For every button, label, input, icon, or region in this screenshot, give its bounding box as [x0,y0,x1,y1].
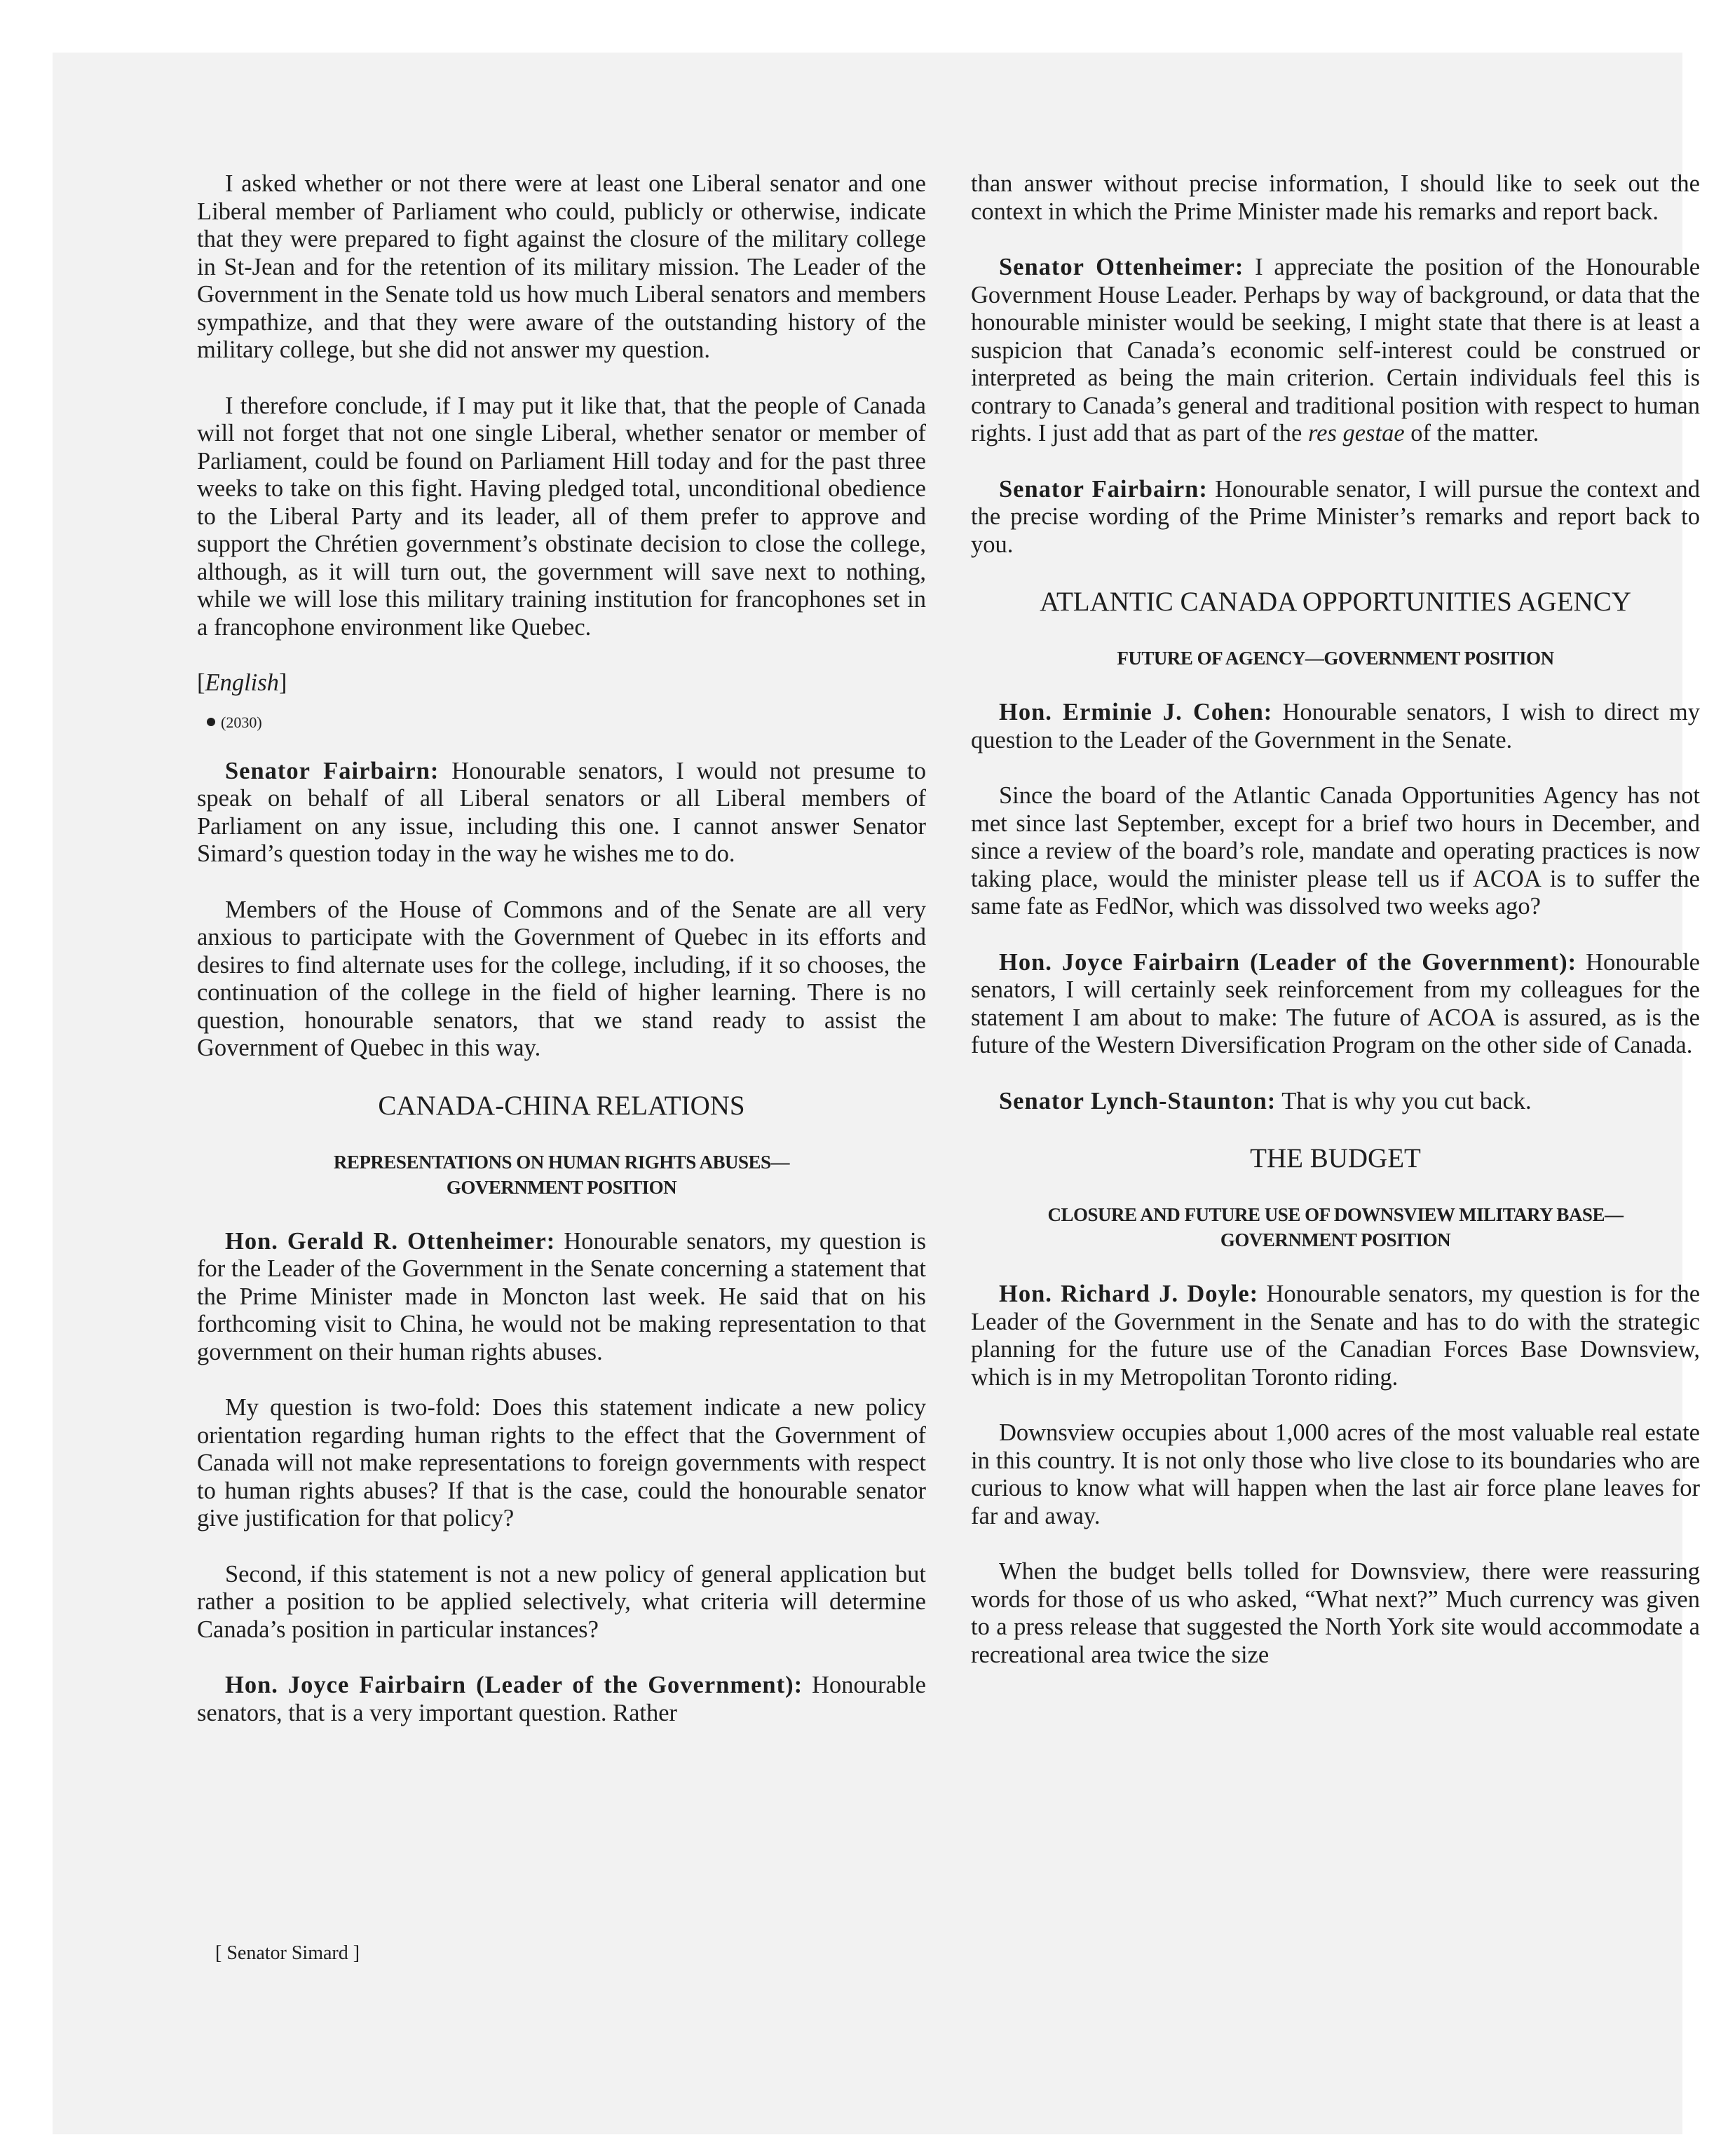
speaker-name: Hon. Erminie J. Cohen: [999,699,1273,725]
speech-text: of the matter. [1410,420,1539,446]
speaker-name: Hon. Joyce Fairbairn (Leader of the Government): [999,948,1577,976]
paragraph: I asked whether or not there were at least one Liberal senator and one Liberal member of Parliament who could, publicly or otherwise, indicate that they were prepared to fight against the closure of the military college in St-Jean and for the retention of its military mission. The Leader of the Government in the Senate told us how much Liberal senators and members sympathize, and that they were aware of the outstanding history of the military college, but she did not answer my question. [197,170,926,363]
language-note-bracket: ] [278,669,287,696]
paragraph [197,1228,926,1367]
page [53,53,1701,2134]
speaker-name: Senator Ottenheimer: [999,254,1244,280]
paragraph [971,1281,1700,1391]
paragraph [971,476,1700,559]
subsection-heading-line: REPRESENTATIONS ON HUMAN RIGHTS ABUSES— [333,1151,790,1173]
left-column [197,170,926,1755]
speech-text: Honourable senators, my question is for the Leader of the Government in the Senate and has to do with the strategic planning for the future use of the Canadian Forces Base Downsview, which is in my Metropolitan Toronto riding. [971,1281,1701,1391]
right-column [971,170,1700,1697]
section-heading: ATLANTIC CANADA OPPORTUNITIES AGENCY [1040,587,1631,617]
speech-text: Honourable senators, I would not presume to speak on behalf of all Liberal senators or all Liberal members of Parliament on any issue, including this one. I cannot answer Senator Simard’s question today in the way he wishes me to do. [197,757,926,867]
paragraph [971,949,1700,1060]
speaker-name: Senator Lynch-Staunton: [999,1087,1277,1114]
speech-text: Honourable senator, I will pursue the context and the precise wording of the Prime Minister’s remarks and report back to you. [971,475,1700,558]
section-heading: THE BUDGET [1250,1143,1421,1173]
speaker-name: Hon. Joyce Fairbairn (Leader of the Government): [225,1672,803,1698]
paragraph: Second, if this statement is not a new policy of general application but rather a position to be applied selectively, what criteria will determine Canada’s position in particular instances? [197,1560,926,1643]
subsection-heading [197,1149,926,1200]
speaker-name: Hon. Gerald R. Ottenheimer: [225,1227,556,1255]
time-marker [207,713,926,732]
paragraph [197,758,926,868]
speech-text: Honourable senators, my question is for the Leader of the Government in the Senate concerning a statement that the Prime Minister made in Moncton last week. He said that on his forthcoming visit to China, he would not be making representation to that government on their human rights abuses. [197,1227,927,1365]
subsection-heading [971,646,1700,671]
language-note [197,669,926,697]
speaker-name: Hon. Richard J. Doyle: [999,1281,1259,1307]
subsection-heading-line: CLOSURE AND FUTURE USE OF DOWNSVIEW MILITARY BASE— [1047,1204,1624,1225]
paragraph: When the budget bells tolled for Downsview, there were reassuring words for those of us who asked, “What next?” Much currency was given to a press release that suggested the North York site would accommodate a recreational area twice the size [971,1558,1700,1668]
paragraph [197,1672,926,1727]
paragraph: than answer without precise information, I should like to seek out the context in which the Prime Minister made his remarks and report back. [971,170,1700,225]
paragraph: My question is two-fold: Does this statement indicate a new policy orientation regarding human rights to the effect that the Government of Canada will not make representations to foreign governments with respect to human rights abuses? If that is the case, could the honourable senator give justification for that policy? [197,1394,926,1531]
section-heading: CANADA-CHINA RELATIONS [378,1090,745,1121]
speaker-name: Senator Fairbairn: [999,475,1208,503]
paragraph [971,699,1700,754]
paragraph: Since the board of the Atlantic Canada Opportunities Agency has not met since last September, except for a brief two hours in December, and since a review of the board’s role, mandate and operating practices is now taking place, would the minister please tell us if ACOA is to suffer the same fate as FedNor, which was dissolved two weeks ago? [971,782,1700,920]
paragraph [971,254,1700,448]
subsection-heading [971,1202,1700,1253]
speech-text: That is why you cut back. [1281,1087,1532,1114]
speaker-name: Senator Fairbairn: [225,757,440,784]
paragraph: I therefore conclude, if I may put it like that, that the people of Canada will not forget that not one single Liberal, whether senator or member of Parliament, could be found on Parliament Hill today and for the past three weeks to take on this fight. Having pledged total, unconditional obedience to the Liberal Party and its leader, all of them prefer to approve and support the Chrétien government’s obstinate decision to close the college, although, as it will turn out, the government will save next to nothing, while we will lose this military training institution for francophones set in a francophone environment like Quebec. [197,392,926,641]
bullet-icon [207,718,215,726]
speech-text: I appreciate the position of the Honourable Government House Leader. Perhaps by way of background, or data that the honourable minister would be seeking, I might state that there is at least a suspicion that Canada’s economic self-interest could be construed or interpreted as being the main criterion. Certain individuals feel this is contrary to Canada’s general and traditional position with respect to human rights. I just add that as part of the [971,254,1701,446]
latin-term: res gestae [1307,420,1405,446]
speech-text: Honourable senators, that is a very important question. Rather [197,1672,926,1726]
paragraph [971,1088,1700,1116]
subsection-heading-line: GOVERNMENT POSITION [446,1176,677,1198]
speech-text: Honourable senators, I will certainly seek reinforcement from my colleagues for the statement I am about to make: The future of ACOA is assured, as is the future of the Western Diversification Program on the other side of Canada. [971,948,1700,1058]
language-note-bracket: [ [197,669,205,696]
speech-text: Honourable senators, I wish to direct my question to the Leader of the Government in the Senate. [971,699,1700,753]
subsection-heading-line: FUTURE OF AGENCY—GOVERNMENT POSITION [1117,648,1554,669]
paragraph: Downsview occupies about 1,000 acres of the most valuable real estate in this country. It is not only those who live close to its boundaries who are curious to know what will happen when the last air force plane leaves for far and away. [971,1419,1700,1529]
paragraph: Members of the House of Commons and of the Senate are all very anxious to participate with the Government of Quebec in its efforts and desires to find alternate uses for the college, including, if it so chooses, the continuation of the college in the field of higher learning. There is no question, honourable senators, that we stand ready to assist the Government of Quebec in this way. [197,896,926,1061]
language-note-text: English [205,669,279,696]
subsection-heading-line: GOVERNMENT POSITION [1220,1229,1451,1250]
page-footer: [ Senator Simard ] [215,1942,360,1964]
time-marker-text: (2030) [221,713,262,731]
